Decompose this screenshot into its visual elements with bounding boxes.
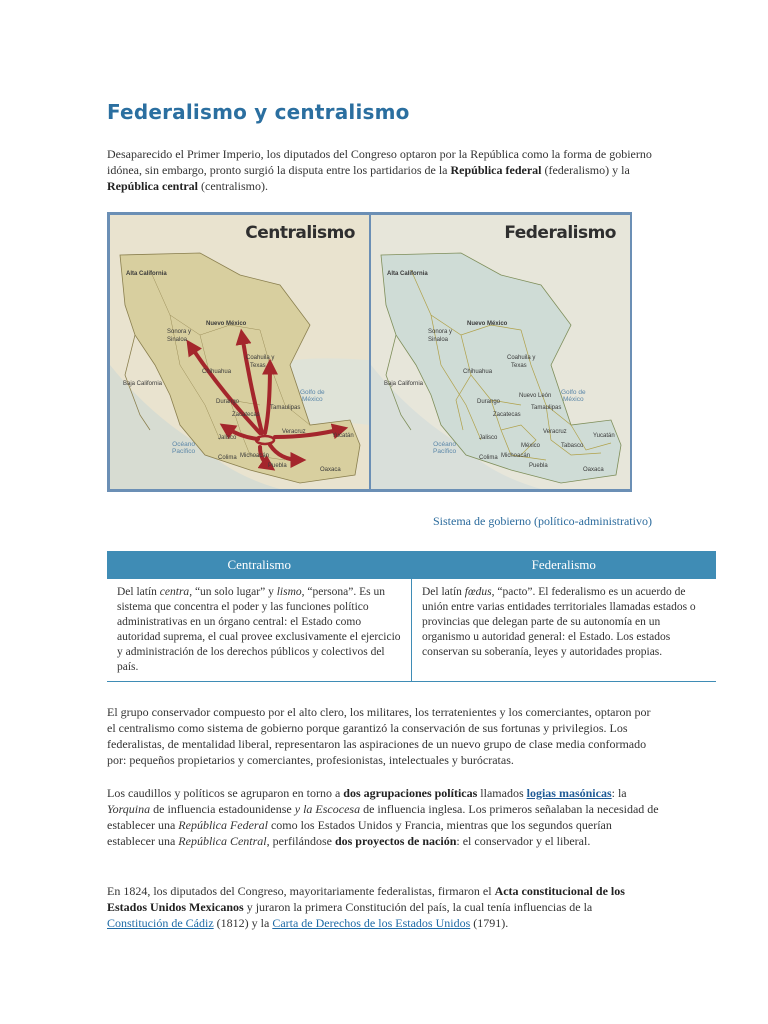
intro-text-3: (centralismo). [198,179,268,193]
p3-italic: República Federal [178,818,268,832]
label-tamaulipas-2: Tamaulipas [531,405,562,411]
p3-text: de influencia inglesa. Los primeros señalaban la necesidad de establecer una [107,802,659,832]
constitucion-cadiz-link[interactable]: Constitución de Cádiz [107,916,214,930]
p3-text: llamados [477,786,527,800]
cell-italic: fœdus [464,586,492,598]
intro-paragraph [107,146,667,194]
label-durango: Durango [216,399,240,405]
p3-italic: República Central [178,834,267,848]
label-golfo-line1: Golfo de [300,389,325,396]
paragraph-logias [107,785,660,849]
cell-text: , “un solo lugar” y [189,586,277,598]
comparison-table [107,551,716,682]
map-centralismo-drawing [110,215,369,489]
label-baja-california-2: Baja California [384,381,424,387]
label-chihuahua: Chihuahua [202,369,232,375]
page-title: Federalismo y centralismo [107,100,410,124]
label-golfo-line2: México [301,396,323,403]
p4-text: (1812) y la [213,916,273,930]
label-alta-california-2: Alta California [387,271,428,277]
label-yucatan-2: Yucatán [593,433,615,439]
label-mexico-2: México [521,443,541,449]
label-nuevo-mexico: Nuevo México [206,321,247,327]
cell-text: Del latín [117,586,160,598]
label-sonora-2: Sonora y [428,329,453,335]
label-oceano-2-line2: Pacífico [433,448,457,455]
p3-text: Los caudillos y políticos se agruparon en torno a [107,786,344,800]
p3-italic: y la Escocesa [294,802,361,816]
intro-bold-federal: República federal [450,163,542,177]
label-oceano-line2: Pacífico [172,448,196,455]
label-alta-california: Alta California [126,271,167,277]
label-zacatecas-2: Zacatecas [493,412,521,418]
carta-derechos-link[interactable]: Carta de Derechos de los Estados Unidos [272,916,471,930]
label-sonora: Sonora y [167,329,192,335]
p3-bold: dos proyectos de nación [334,834,457,848]
label-coahuila-2: Coahuila y [507,355,536,361]
label-sinaloa: Sinaloa [167,337,188,343]
label-baja-california: Baja California [123,381,163,387]
table-row [107,579,716,682]
label-yucatan: Yucatán [332,433,354,439]
p3-text: de influencia estadounidense [150,802,295,816]
figure-caption: Sistema de gobierno (político-administrativo) [433,514,652,528]
label-texas: Texas [250,363,266,369]
p4-text: y juraron la primera Constitución del país, la cual tenía influencias de la [243,900,593,914]
maps-figure [107,212,632,492]
label-jalisco-2: Jalisco [479,435,498,441]
p3-text: : el conservador y el liberal. [456,834,591,848]
p3-italic: Yorquina [107,802,151,816]
label-colima-2: Colima [479,455,498,461]
label-oaxaca-2: Oaxaca [583,467,604,473]
cell-text: Del latín [422,586,465,598]
label-nuevo-leon: Nuevo León [519,393,552,399]
logias-masonicas-link[interactable]: logias masónicas [526,786,612,800]
label-texas-2: Texas [511,363,527,369]
p4-bold: Acta constitucional de los Estados Unidos Mexicanos [107,884,625,914]
paragraph-conservadores: El grupo conservador compuesto por el alto clero, los militares, los terratenientes y los comerciantes, optaron por el centralismo como sistema de gobierno porque garantizó la conservación de sus fortunas y privilegios. Los federalistas, de mentalidad liberal, representaron las aspiraciones de un nuevo grupo de clase media conformado por: pequeños propietarios y comerciantes, profesionistas, intelectuales y burócratas. [107,705,651,767]
label-puebla: Puebla [268,463,287,469]
label-oceano-line1: Océano [172,441,195,448]
table-cell-federalismo [412,579,717,682]
label-oaxaca: Oaxaca [320,467,341,473]
map-federalismo-drawing [371,215,630,489]
label-oceano-2 [433,441,456,455]
label-michoacan-2: Michoacán [501,453,531,459]
label-veracruz: Veracruz [282,429,306,435]
map-federalismo [371,215,630,489]
label-durango-2: Durango [477,399,501,405]
table-header-federalismo: Federalismo [412,551,717,579]
label-golfo [300,389,325,403]
map-heading-federalismo: Federalismo [504,223,616,243]
label-veracruz-2: Veracruz [543,429,567,435]
p3-text: : la [611,786,627,800]
label-puebla-2: Puebla [529,463,548,469]
label-chihuahua-2: Chihuahua [463,369,493,375]
table-header-row [107,551,716,579]
p4-text: (1791). [470,916,509,930]
intro-bold-central: República central [107,179,198,193]
label-michoacan: Michoacán [240,453,270,459]
label-nuevo-mexico-2: Nuevo México [467,321,508,327]
cell-text: , “persona”. Es un sistema que concentra el poder y las funciones político administrativas en un órgano central: el Estado como autoridad suprema, el cual provee exclusivamente el ejercicio y administración de los derechos públicos y colectivos del país. [117,586,401,673]
label-jalisco: Jalisco [218,435,237,441]
label-zacatecas: Zacatecas [232,412,260,418]
intro-text-2: (federalismo) y la [541,163,630,177]
label-sinaloa-2: Sinaloa [428,337,449,343]
p3-bold: dos agrupaciones políticas [343,786,478,800]
label-golfo-2-line1: Golfo de [561,389,586,396]
intro-text-1: Desaparecido el Primer Imperio, los diputados del Congreso optaron por la República como la forma de gobierno idónea, sin embargo, pronto surgió la disputa entre los partidarios de la [107,147,652,177]
table-header-centralismo: Centralismo [107,551,412,579]
label-tamaulipas: Tamaulipas [270,405,301,411]
label-oceano [172,441,195,455]
p3-text: , perfilándose [266,834,335,848]
table-cell-centralismo [107,579,412,682]
label-golfo-2 [561,389,586,403]
label-golfo-2-line2: México [562,396,584,403]
cell-text: , “pacto”. El federalismo es un acuerdo de unión entre varias entidades territoriales llamadas estados o provincias que delegan parte de su autonomía en un organismo u autoridad general: el Estado. Los estados conservan su soberanía, leyes y autoridades propias. [422,586,696,658]
map-heading-centralismo: Centralismo [245,223,355,243]
map-centralismo [110,215,369,489]
label-oceano-2-line1: Océano [433,441,456,448]
paragraph-1824 [107,883,655,931]
p3-text: como los Estados Unidos y Francia, mientras que los segundos querían establecer una [107,818,612,848]
cell-italic: centra [159,586,190,598]
label-coahuila: Coahuila y [246,355,275,361]
p4-text: En 1824, los diputados del Congreso, mayoritariamente federalistas, firmaron el [107,884,495,898]
label-colima: Colima [218,455,237,461]
label-tabasco-2: Tabasco [561,443,584,449]
cell-italic: lismo [276,586,302,598]
